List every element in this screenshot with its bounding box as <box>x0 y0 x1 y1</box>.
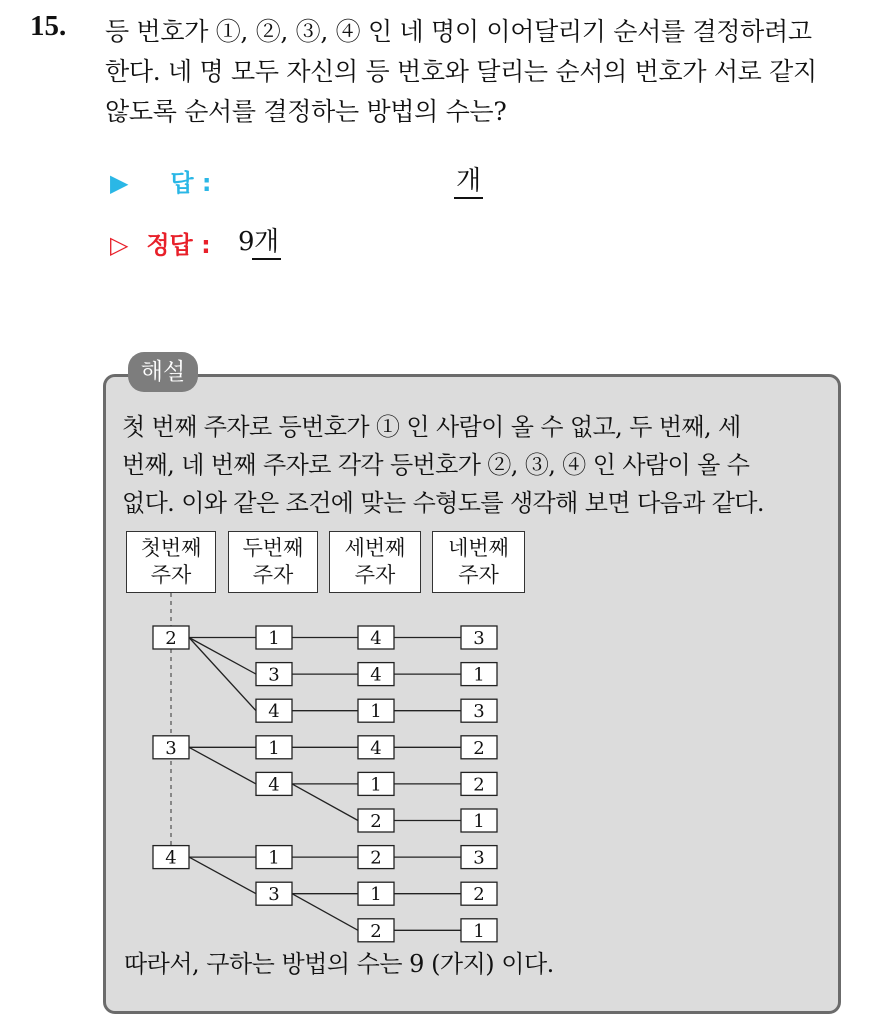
explanation-tag: 해설 <box>128 352 198 392</box>
play-triangle-icon: ▶ <box>110 169 129 197</box>
edge-1-2 <box>189 857 256 894</box>
tree-node-4th-label: 2 <box>473 884 485 906</box>
tree-node-4th-label: 1 <box>473 811 485 832</box>
tree-node-3rd-label: 2 <box>370 920 382 942</box>
tree-node-3rd-label: 1 <box>370 701 382 723</box>
tree-node-4th-label: 3 <box>473 701 485 723</box>
header-fourth-runner-line2: 주자 <box>458 563 499 587</box>
explanation-line-3: 없다. 이와 같은 조건에 맞는 수형도를 생각해 보면 다음과 같다. <box>122 489 764 517</box>
edge-1-2 <box>189 638 256 711</box>
tree-node-3rd-label: 2 <box>370 811 382 832</box>
question-line-2: 한다. 네 명 모두 자신의 등 번호와 달리는 순서의 번호가 서로 같지 <box>105 57 817 86</box>
tree-node-2nd-label: 4 <box>268 701 280 723</box>
outline-triangle-icon: ▷ <box>110 231 129 259</box>
tree-node-2nd-label: 3 <box>268 664 280 686</box>
header-second-runner-line2: 주자 <box>252 563 294 587</box>
edge-1-2 <box>189 638 256 675</box>
tree-node-1st-label: 2 <box>165 628 177 649</box>
header-fourth-runner-line1: 네번째 <box>448 536 509 560</box>
tree-node-2nd-label: 1 <box>268 847 280 869</box>
tree-node-3rd-label: 4 <box>370 628 382 649</box>
header-third-runner-line2: 주자 <box>354 563 396 587</box>
question-line-1: 등 번호가 ①, ②, ③, ④ 인 네 명이 이어달리기 순서를 결정하려고 <box>105 17 812 46</box>
tree-node-4th-label: 1 <box>473 920 485 942</box>
tree-node-2nd-label: 1 <box>268 737 280 759</box>
tree-node-2nd-label: 1 <box>268 628 280 649</box>
tree-node-1st-label: 4 <box>165 847 177 869</box>
tree-node-4th-label: 2 <box>473 774 485 796</box>
header-first-runner-line2: 주자 <box>150 563 192 587</box>
explanation-line-2: 번째, 네 번째 주자로 각각 등번호가 ②, ③, ④ 인 사람이 올 수 <box>122 451 750 479</box>
correct-answer-value: 9 <box>238 227 255 257</box>
edge-2-3 <box>292 784 358 821</box>
tree-node-1st-label: 3 <box>165 737 177 759</box>
tree-node-3rd-label: 2 <box>370 847 382 869</box>
tree-node-2nd-label: 4 <box>268 774 280 796</box>
conclusion-text: 따라서, 구하는 방법의 수는 9 (가지) 이다. <box>124 950 554 978</box>
tree-node-2nd-label: 3 <box>268 884 280 906</box>
tree-node-4th-label: 1 <box>473 664 485 686</box>
answer-unit: 개 <box>454 165 483 199</box>
edge-1-2 <box>189 747 256 784</box>
tree-node-4th-label: 3 <box>473 847 485 869</box>
tree-node-3rd-label: 1 <box>370 884 382 906</box>
explanation-line-1: 첫 번째 주자로 등번호가 ① 인 사람이 올 수 없고, 두 번째, 세 <box>122 413 741 441</box>
header-third-runner-line1: 세번째 <box>344 536 406 560</box>
correct-answer-label: 정답 : <box>146 231 211 259</box>
tree-node-4th-label: 2 <box>473 737 485 759</box>
correct-answer-unit: 개 <box>252 226 281 260</box>
tree-node-4th-label: 3 <box>473 628 485 649</box>
tree-node-3rd-label: 4 <box>370 664 382 686</box>
tree-node-3rd-label: 4 <box>370 737 382 759</box>
question-number: 15. <box>30 10 67 42</box>
question-line-3: 않도록 순서를 결정하는 방법의 수는? <box>105 97 507 126</box>
tree-node-3rd-label: 1 <box>370 774 382 796</box>
edge-2-3 <box>292 894 358 931</box>
header-second-runner-line1: 두번째 <box>242 536 304 560</box>
header-first-runner-line1: 첫번째 <box>140 536 202 560</box>
answer-label: 답 : <box>170 169 212 197</box>
